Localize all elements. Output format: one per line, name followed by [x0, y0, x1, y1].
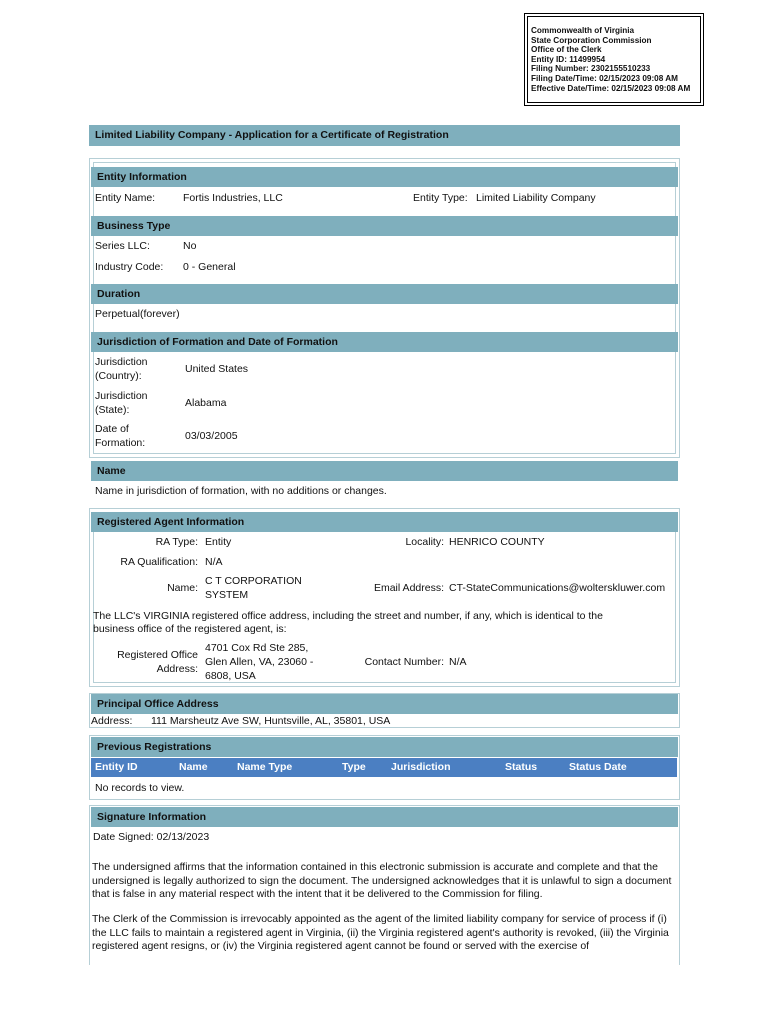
contact-number-label: Contact Number: [364, 656, 444, 668]
date-signed: Date Signed: 02/13/2023 [93, 831, 210, 843]
name-header: Name [91, 461, 678, 481]
industry-code-label: Industry Code: [95, 261, 164, 273]
jurisdiction-country-value: United States [185, 363, 249, 375]
jurisdiction-state-label: (State): [95, 404, 130, 416]
previous-registrations-header: Previous Registrations [91, 737, 678, 757]
stamp-line: State Corporation Commission [531, 35, 652, 45]
jurisdiction-country-label: (Country): [95, 370, 142, 382]
contact-number-value: N/A [449, 656, 467, 668]
industry-code-value: 0 - General [183, 261, 236, 273]
column-header-status-date[interactable]: Status Date [569, 761, 627, 773]
stamp-line: Effective Date/Time: 02/15/2023 09:08 AM [531, 83, 691, 93]
office-statement: business office of the registered agent, is: [93, 623, 287, 635]
entity-name-value: Fortis Industries, LLC [183, 192, 283, 204]
column-header-type[interactable]: Type [342, 761, 366, 773]
stamp-line: Filing Date/Time: 02/15/2023 09:08 AM [531, 73, 678, 83]
column-header-status[interactable]: Status [505, 761, 538, 773]
column-header-name[interactable]: Name [179, 761, 208, 773]
entity-type-label: Entity Type: [413, 192, 468, 204]
formation-date-label: Date of [95, 423, 129, 435]
stamp-line: Office of the Clerk [531, 45, 602, 55]
clerk-appointment-paragraph: The Clerk of the Commission is irrevocably appointed as the agent of the limited liability company for service of process if (i) the LLC fails to maintain a registered agent in Virginia, (ii) the Virginia registered agent's authority is revoked, (iii) the Virginia registered agent resigns, or (iv) the Virginia registered agent cannot be found or served with the exercise of [92, 913, 669, 952]
locality-label: Locality: [405, 536, 444, 548]
signature-header: Signature Information [91, 807, 678, 827]
registered-office-label: Address: [156, 663, 198, 675]
principal-office-header: Principal Office Address [91, 694, 678, 714]
office-statement: The LLC's VIRGINIA registered office address, including the street and number, if any, which is identical to the [93, 610, 603, 622]
entity-information-header: Entity Information [91, 167, 678, 187]
series-llc-label: Series LLC: [95, 240, 150, 252]
filing-stamp-inner [527, 16, 701, 103]
entity-type-value: Limited Liability Company [476, 192, 596, 204]
business-type-header: Business Type [91, 216, 678, 236]
entity-name-label: Entity Name: [95, 192, 156, 204]
ra-name-label: Name: [167, 582, 198, 594]
email-address-label: Email Address: [373, 582, 444, 594]
duration-value: Perpetual(forever) [95, 308, 180, 320]
ra-name-value: C T CORPORATION [205, 575, 302, 587]
previous-registrations-table-header [91, 758, 677, 777]
ra-name-value: SYSTEM [205, 589, 249, 601]
filing-stamp [524, 13, 704, 106]
jurisdiction-state-value: Alabama [185, 397, 227, 409]
stamp-line: Commonwealth of Virginia [531, 26, 635, 35]
locality-value: HENRICO COUNTY [449, 536, 545, 548]
registered-office-label: Registered Office [117, 649, 198, 661]
duration-header: Duration [91, 284, 678, 304]
email-address-value: CT-StateCommunications@wolterskluwer.com [449, 582, 666, 594]
stamp-line: Filing Number: 2302155510233 [531, 64, 651, 74]
registered-agent-header: Registered Agent Information [91, 512, 678, 532]
no-records-message: No records to view. [95, 782, 185, 794]
jurisdiction-state-label: Jurisdiction [95, 390, 148, 402]
ra-type-label: RA Type: [155, 536, 198, 548]
main-panel-inner [93, 162, 676, 454]
affirmation-paragraph: The undersigned affirms that the information contained in this electronic submission is accurate and complete and that the undersigned is legally authorized to sign the document. The undersigned acknowledges that it is unlawful to sign a document that is false in any material respect with the intent that it be delivered to the Commission for filing. [92, 861, 672, 900]
column-header-jurisdiction[interactable]: Jurisdiction [391, 761, 451, 773]
formation-date-label: Formation: [95, 437, 146, 449]
registered-office-value: 6808, USA [205, 670, 256, 682]
series-llc-value: No [183, 240, 197, 252]
jurisdiction-country-label: Jurisdiction [95, 356, 148, 368]
formation-date-value: 03/03/2005 [185, 430, 238, 442]
column-header-entity-id[interactable]: Entity ID [95, 761, 138, 773]
registered-office-value: Glen Allen, VA, 23060 - [205, 656, 314, 668]
name-statement: Name in jurisdiction of formation, with no additions or changes. [95, 485, 387, 497]
ra-qualification-label: RA Qualification: [120, 556, 198, 568]
principal-address-value: 111 Marsheutz Ave SW, Huntsville, AL, 35801, USA [151, 715, 391, 727]
ra-type-value: Entity [205, 536, 232, 548]
column-header-name-type[interactable]: Name Type [237, 761, 293, 773]
stamp-line: Entity ID: 11499954 [531, 54, 606, 64]
ra-qualification-value: N/A [205, 556, 223, 568]
document-title: Limited Liability Company - Application for a Certificate of Registration [89, 125, 680, 146]
registered-office-value: 4701 Cox Rd Ste 285, [205, 642, 309, 654]
principal-address-label: Address: [91, 715, 133, 727]
jurisdiction-header: Jurisdiction of Formation and Date of Formation [91, 332, 678, 352]
